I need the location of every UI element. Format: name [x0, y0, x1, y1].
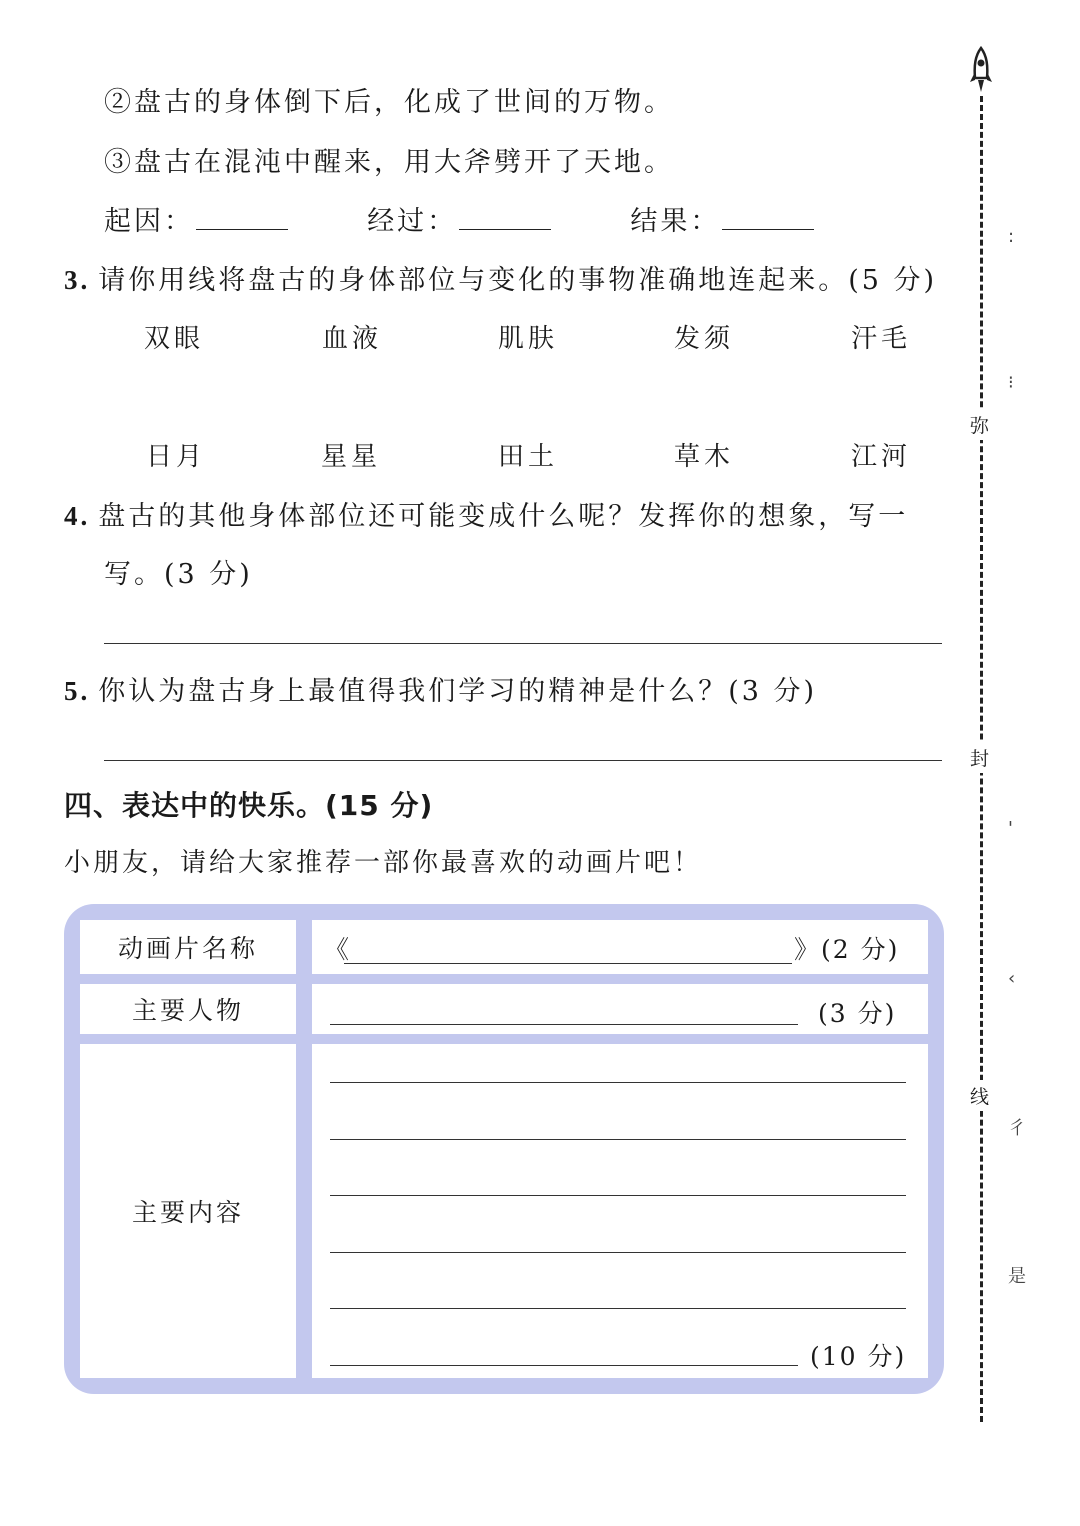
- thing-word[interactable]: 田土: [498, 442, 559, 472]
- main-content-label: 主要内容: [131, 1198, 244, 1227]
- q3-number: 3.: [64, 265, 91, 295]
- process-blank[interactable]: [459, 207, 551, 230]
- thing-word[interactable]: 江河: [851, 442, 912, 472]
- edge-fragment: ': [1008, 818, 1013, 839]
- input-cell-title: [312, 920, 928, 974]
- q3-text: 请你用线将盘古的身体部位与变化的事物准确地连起来。(5 分): [98, 265, 938, 296]
- body-part-word[interactable]: 汗毛: [851, 324, 912, 354]
- q5-text: 你认为盘古身上最值得我们学习的精神是什么？(3 分): [98, 676, 818, 707]
- section-4-title: 四、表达中的快乐。(15 分): [64, 789, 434, 822]
- q4-text-line2: 写。(3 分): [104, 559, 253, 590]
- q2-order-row: [104, 199, 814, 238]
- result-blank[interactable]: [722, 207, 814, 230]
- q5-answer-line[interactable]: [104, 760, 942, 761]
- edge-fragment: 彳: [1008, 1118, 1026, 1139]
- body-part-word[interactable]: 肌肤: [498, 324, 559, 354]
- input-cell-content: [312, 1044, 928, 1378]
- cartoon-name-score: 》(2 分): [794, 935, 900, 964]
- section-4-intro: 小朋友，请给大家推荐一部你最喜欢的动画片吧！: [64, 848, 703, 878]
- label-cell-content: [80, 1044, 296, 1378]
- label-cell-title: [80, 920, 296, 974]
- q5-number: 5.: [64, 676, 91, 706]
- q4-prompt: [64, 494, 908, 533]
- cause-label: 起因：: [104, 206, 194, 237]
- result-label: 结果：: [630, 206, 721, 237]
- edge-fragment: ⁝: [1008, 372, 1014, 393]
- thing-word[interactable]: 草木: [674, 442, 735, 472]
- rocket-icon: [967, 46, 995, 96]
- main-characters-score: (3 分): [818, 999, 897, 1028]
- q5-prompt: [64, 669, 817, 708]
- content-line[interactable]: [330, 1139, 906, 1140]
- edge-fragment: 是: [1008, 1266, 1026, 1287]
- q2-item-2: ②盘古的身体倒下后，化成了世间的万物。: [104, 87, 674, 118]
- thing-word[interactable]: 日月: [146, 442, 207, 472]
- q4-answer-line[interactable]: [104, 643, 942, 644]
- content-line[interactable]: [330, 1082, 906, 1083]
- seal-char-xian: 线: [970, 1080, 989, 1111]
- seal-char-mi: 弥: [970, 409, 989, 440]
- content-line[interactable]: [330, 1195, 906, 1196]
- book-title-open-mark: 《: [324, 935, 352, 964]
- content-line[interactable]: [330, 1252, 906, 1253]
- seal-char-feng: 封: [970, 742, 989, 773]
- label-cell-characters: [80, 984, 296, 1034]
- content-line[interactable]: [330, 1365, 798, 1366]
- q4-number: 4.: [64, 501, 91, 531]
- thing-word[interactable]: 星星: [321, 442, 382, 472]
- cartoon-name-blank[interactable]: [344, 963, 792, 964]
- main-characters-blank[interactable]: [330, 1024, 798, 1025]
- q2-item-3: ③盘古在混沌中醒来，用大斧劈开了天地。: [104, 147, 674, 178]
- body-part-word[interactable]: 血液: [322, 324, 383, 354]
- main-characters-label: 主要人物: [131, 996, 244, 1025]
- q3-prompt: [64, 258, 937, 297]
- body-part-word[interactable]: 双眼: [144, 324, 205, 354]
- edge-fragment: :: [1008, 226, 1015, 247]
- main-content-score: (10 分): [810, 1342, 907, 1371]
- edge-fragment: ‹: [1008, 968, 1016, 989]
- body-part-word[interactable]: 发须: [674, 324, 735, 354]
- recommendation-table: [64, 904, 944, 1394]
- q4-text-line1: 盘古的其他身体部位还可能变成什么呢？发挥你的想象，写一: [98, 501, 909, 532]
- input-cell-characters: [312, 984, 928, 1034]
- cartoon-name-label: 动画片名称: [117, 934, 258, 963]
- process-label: 经过：: [367, 206, 458, 237]
- cause-blank[interactable]: [196, 207, 288, 230]
- content-line[interactable]: [330, 1308, 906, 1309]
